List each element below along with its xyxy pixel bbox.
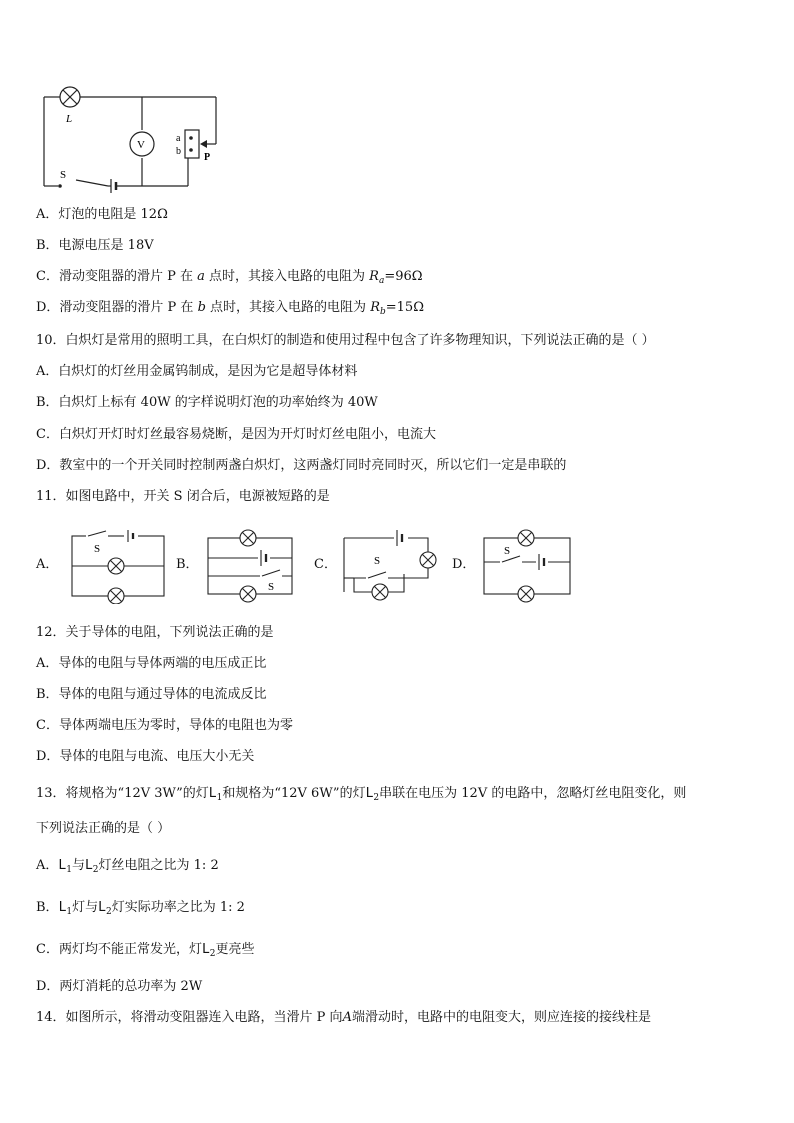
q12-option-b: B．导体的电阻与通过导体的电流成反比 bbox=[36, 687, 267, 702]
q11-label-c: C． bbox=[314, 557, 337, 572]
lamp-icon bbox=[240, 530, 256, 546]
q12-option-d: D．导体的电阻与电流、电压大小无关 bbox=[36, 749, 255, 764]
q12-option-a: A．导体的电阻与导体两端的电压成正比 bbox=[36, 656, 267, 671]
q14-stem: 14．如图所示，将滑动变阻器连入电路，当滑片 P 向A端滑动时，电路中的电阻变大，则应连接的接线柱是 bbox=[36, 1010, 651, 1025]
q10-option-a: A．白炽灯的灯丝用金属钨制成，是因为它是超导体材料 bbox=[36, 364, 358, 379]
lamp-icon bbox=[420, 552, 436, 568]
q13-option-c: C．两灯均不能正常发光，灯$L_2$更亮些 bbox=[36, 942, 255, 959]
q10-option-b: B．白炽灯上标有 40W 的字样说明灯泡的功率始终为 40W bbox=[36, 395, 378, 410]
q9-option-b: B．电源电压是 18V bbox=[36, 238, 154, 253]
q12-option-c: C．导体两端电压为零时，导体的电阻也为零 bbox=[36, 718, 293, 733]
q11-stem: 11．如图电路中，开关 S 闭合后，电源被短路的是 bbox=[36, 489, 330, 504]
lamp-icon bbox=[372, 584, 388, 600]
lamp-icon bbox=[240, 586, 256, 602]
lamp-icon bbox=[518, 530, 534, 546]
circuit-figure-q11-b bbox=[204, 526, 296, 606]
voltmeter-label: V bbox=[137, 139, 145, 151]
q13-stem: 13．将规格为“12V 3W”的灯$L_1$和规格为“12V 6W”的灯$L_2$串联在电压为 12V 的电路中，忽略灯丝电阻变化，则 bbox=[36, 786, 687, 803]
q13-option-a: A．$L_1$与$L_2$灯丝电阻之比为 1: 2 bbox=[36, 858, 219, 875]
switch-label-d: S bbox=[504, 545, 511, 557]
q10-option-c: C．白炽灯开灯时灯丝最容易烧断，是因为开灯时灯丝电阻小，电流大 bbox=[36, 427, 436, 442]
lamp-icon bbox=[60, 87, 80, 107]
switch-label-b: S bbox=[268, 581, 275, 593]
q9-option-a: A．灯泡的电阻是 12Ω bbox=[36, 207, 168, 222]
slider-label: P bbox=[204, 152, 211, 163]
q10-stem: 10．白炽灯是常用的照明工具，在白炽灯的制造和使用过程中包含了许多物理知识，下列说法正确的是（ ） bbox=[36, 333, 655, 348]
lamp-label: L bbox=[66, 113, 73, 125]
circuit-figure-q11-c bbox=[340, 526, 440, 606]
switch-label: S bbox=[60, 169, 67, 181]
switch-label-c: S bbox=[374, 555, 381, 567]
circuit-figure-q9 bbox=[36, 82, 236, 194]
q9-option-d: D．滑动变阻器的滑片 P 在 b 点时，其接入电路的电阻为 $R_b=15\Omega$ bbox=[36, 300, 424, 317]
q13-stem-line2: 下列说法正确的是（ ） bbox=[36, 821, 171, 836]
switch-label-a: S bbox=[94, 543, 101, 555]
q13-option-b: B．$L_1$灯与$L_2$灯实际功率之比为 1: 2 bbox=[36, 900, 245, 917]
circuit-figure-q11-d bbox=[480, 526, 576, 606]
q11-label-b: B． bbox=[176, 557, 199, 572]
lamp-icon bbox=[108, 558, 124, 574]
terminal-b-label: b bbox=[176, 146, 181, 157]
q9-option-c: C．滑动变阻器的滑片 P 在 a 点时，其接入电路的电阻为 $R_a=96\Omega$ bbox=[36, 269, 423, 286]
battery-icon bbox=[111, 179, 116, 193]
q12-stem: 12．关于导体的电阻，下列说法正确的是 bbox=[36, 625, 274, 640]
lamp-icon bbox=[108, 588, 124, 604]
slider-arrow-icon bbox=[200, 140, 207, 148]
q13-option-d: D．两灯消耗的总功率为 2W bbox=[36, 979, 203, 994]
q11-label-a: A． bbox=[36, 557, 59, 572]
circuit-figure-q11-a bbox=[68, 528, 168, 604]
terminal-a-label: a bbox=[176, 133, 181, 144]
lamp-icon bbox=[518, 586, 534, 602]
q10-option-d: D．教室中的一个开关同时控制两盏白炽灯，这两盏灯同时亮同时灭，所以它们一定是串联的 bbox=[36, 458, 567, 473]
switch-icon bbox=[58, 184, 62, 188]
q11-label-d: D． bbox=[452, 557, 476, 572]
